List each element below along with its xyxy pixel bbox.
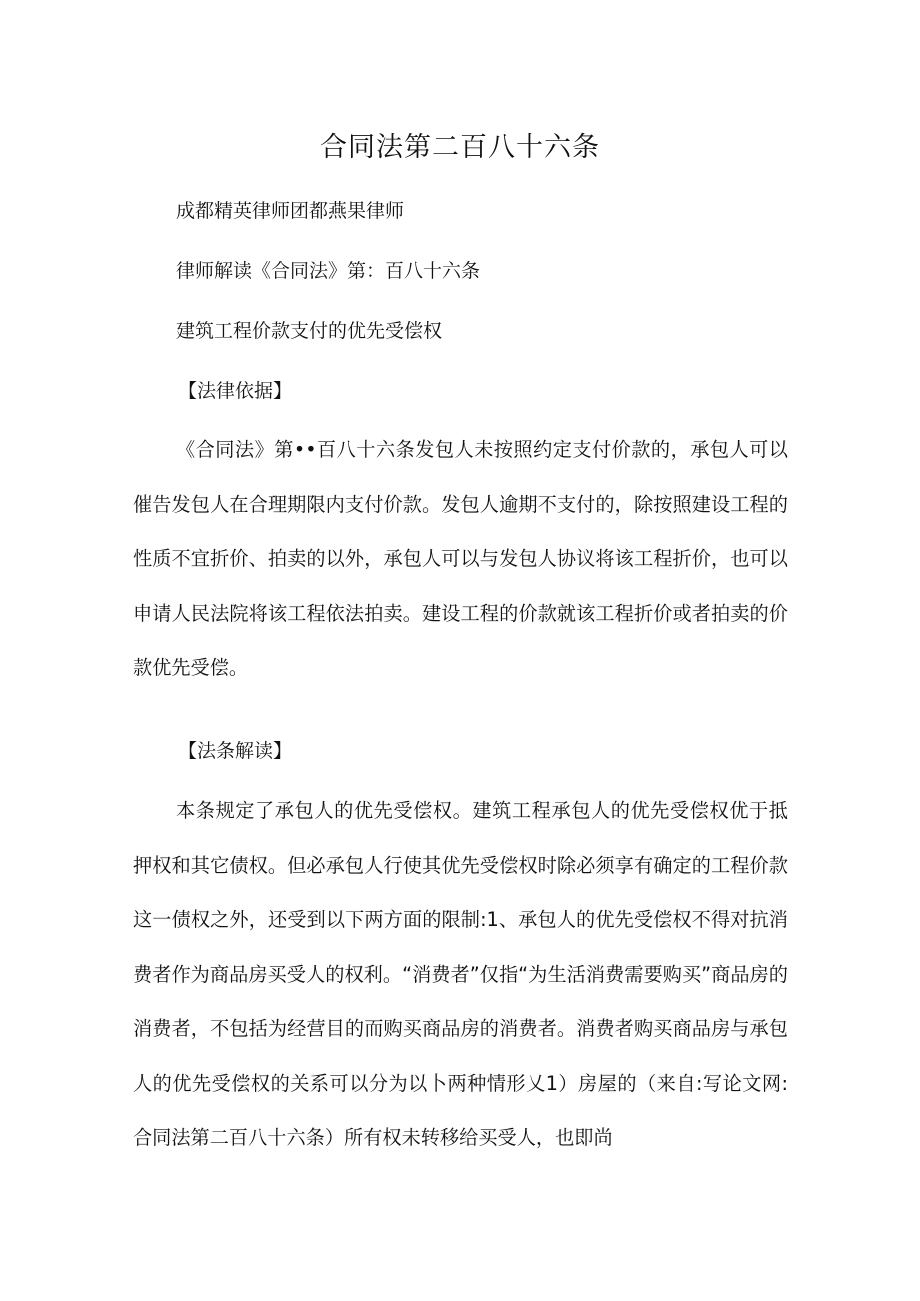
subtitle-line: 律师解读《合同法》第：百八十六条: [176, 260, 481, 282]
interpretation-heading: 【法条解读】: [178, 740, 293, 762]
legal-basis-paragraph: 《合同法》第••百八十六条发包人未按照约定支付价款的，承包人可以催告发包人在合理期限内支付价款。发包人逾期不支付的，除按照建设工程的性质不宜折价、拍卖的以外，承包人可以与发包人协议将该工程折价，也可以申请人民法院将该工程依法拍卖。建设工程的价款就该工程折价或者拍卖的价款优先受偿。: [133, 438, 788, 679]
topic-line: 建筑工程价款支付的优先受偿权: [176, 320, 443, 342]
interpretation-paragraph: 本条规定了承包人的优先受偿权。建筑工程承包人的优先受偿权优于抵押权和其它债权。但必承包人行使其优先受偿权时除必须享有确定的工程价款这一债权之外，还受到以下两方面的限制:1、承包人的优先受偿权不得对抗消费者作为商品房买受人的权利。“消费者”仅指“为生活消费需要购买”商品房的消费者，不包括为经营目的而购买商品房的消费者。消费者购买商品房与承包人的优先受偿权的关系可以分为以卜两种情形乂1）房屋的（来自:写论文网:合同法第二百八十六条）所有权未转移给买受人，也即尚: [133, 799, 788, 1149]
legal-basis-heading: 【法律依据】: [178, 380, 293, 402]
document-title: 合同法第二百八十六条: [320, 132, 600, 163]
author-line: 成都精英律师团都燕果律师: [176, 200, 405, 222]
